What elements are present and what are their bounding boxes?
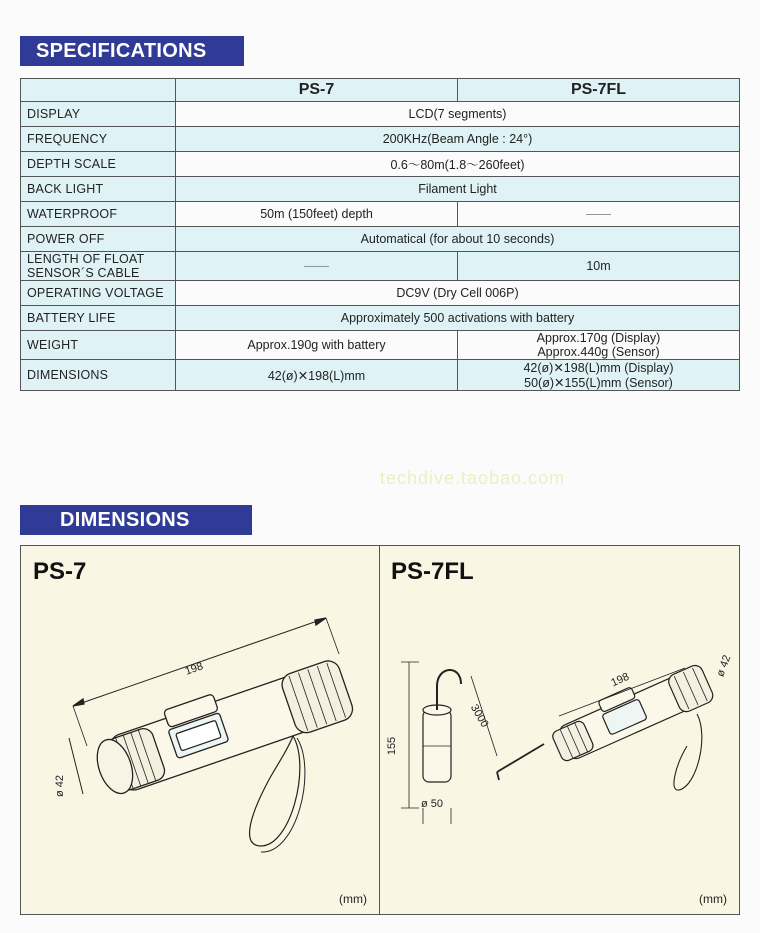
ps7-unit-label: (mm) xyxy=(339,892,367,906)
dimensions-heading: DIMENSIONS xyxy=(20,505,252,535)
table-row xyxy=(21,202,740,227)
value-depth-scale: 0.6～80m(1.8～260feet) xyxy=(176,152,740,177)
table-header-row xyxy=(21,79,740,102)
row-label-operating-voltage: OPERATING VOLTAGE xyxy=(21,281,176,306)
ps7fl-unit-label: (mm) xyxy=(699,892,727,906)
specifications-table xyxy=(20,78,740,391)
ps7fl-sensor-length-label: 155 xyxy=(386,736,399,756)
ps7fl-cable-label: 3000 xyxy=(467,702,491,730)
table-row xyxy=(21,227,740,252)
table-row xyxy=(21,102,740,127)
row-label-frequency: FREQUENCY xyxy=(21,127,176,152)
ps7fl-sensor-diameter-label: ø 50 xyxy=(421,798,444,810)
value-float-cable-ps7fl: 10m xyxy=(458,252,740,281)
table-row xyxy=(21,306,740,331)
value-frequency: 200KHz(Beam Angle : 24°) xyxy=(176,127,740,152)
header-corner-cell xyxy=(21,79,176,102)
row-label-float-cable xyxy=(21,252,176,281)
value-waterproof-ps7fl: —— xyxy=(458,202,740,227)
value-battery-life: Approximately 500 activations with battery xyxy=(176,306,740,331)
dimensions-figure xyxy=(20,545,740,915)
ps7fl-length-label: 198 xyxy=(609,670,632,690)
table-row xyxy=(21,252,740,281)
ps7-flashlight-drawing xyxy=(21,546,379,914)
column-header-ps7: PS-7 xyxy=(176,79,458,102)
row-label-float-cable-line2: SENSOR´S CABLE xyxy=(27,266,140,280)
table-row xyxy=(21,360,740,391)
ps7-diameter-label: ø 42 xyxy=(54,774,67,798)
row-label-weight: WEIGHT xyxy=(21,331,176,360)
watermark-text: techdive.taobao.com xyxy=(380,468,566,488)
value-dimensions-ps7fl-sensor: 50(ø)✕155(L)mm (Sensor) xyxy=(524,376,673,390)
ps7fl-drawing xyxy=(379,546,739,914)
value-weight-ps7fl xyxy=(458,331,740,360)
row-label-dimensions: DIMENSIONS xyxy=(21,360,176,391)
row-label-back-light: BACK LIGHT xyxy=(21,177,176,202)
row-label-power-off: POWER OFF xyxy=(21,227,176,252)
row-label-battery-life: BATTERY LIFE xyxy=(21,306,176,331)
ps7-dimension-panel xyxy=(21,546,380,914)
value-dimensions-ps7fl-display: 42(ø)✕198(L)mm (Display) xyxy=(523,361,674,375)
row-label-display: DISPLAY xyxy=(21,102,176,127)
row-label-depth-scale: DEPTH SCALE xyxy=(21,152,176,177)
table-row xyxy=(21,152,740,177)
value-weight-ps7fl-sensor: Approx.440g (Sensor) xyxy=(537,345,660,359)
ps7fl-diameter-label: ø 42 xyxy=(714,653,734,679)
value-power-off: Automatical (for about 10 seconds) xyxy=(176,227,740,252)
value-waterproof-ps7: 50m (150feet) depth xyxy=(176,202,458,227)
value-display: LCD(7 segments) xyxy=(176,102,740,127)
column-header-ps7fl: PS-7FL xyxy=(458,79,740,102)
table-row xyxy=(21,177,740,202)
value-float-cable-ps7: —— xyxy=(176,252,458,281)
table-row xyxy=(21,127,740,152)
value-dimensions-ps7fl xyxy=(458,360,740,391)
ps7-model-label: PS-7 xyxy=(33,558,87,585)
table-row xyxy=(21,331,740,360)
row-label-float-cable-line1: LENGTH OF FLOAT xyxy=(27,252,145,266)
value-operating-voltage: DC9V (Dry Cell 006P) xyxy=(176,281,740,306)
value-weight-ps7: Approx.190g with battery xyxy=(176,331,458,360)
value-back-light: Filament Light xyxy=(176,177,740,202)
ps7fl-model-label: PS-7FL xyxy=(391,558,474,585)
value-weight-ps7fl-display: Approx.170g (Display) xyxy=(536,331,661,345)
ps7-length-label: 198 xyxy=(183,660,205,678)
value-dimensions-ps7: 42(ø)✕198(L)mm xyxy=(176,360,458,391)
ps7fl-dimension-panel xyxy=(379,546,739,914)
table-row xyxy=(21,281,740,306)
row-label-waterproof: WATERPROOF xyxy=(21,202,176,227)
specifications-heading: SPECIFICATIONS xyxy=(20,36,244,66)
